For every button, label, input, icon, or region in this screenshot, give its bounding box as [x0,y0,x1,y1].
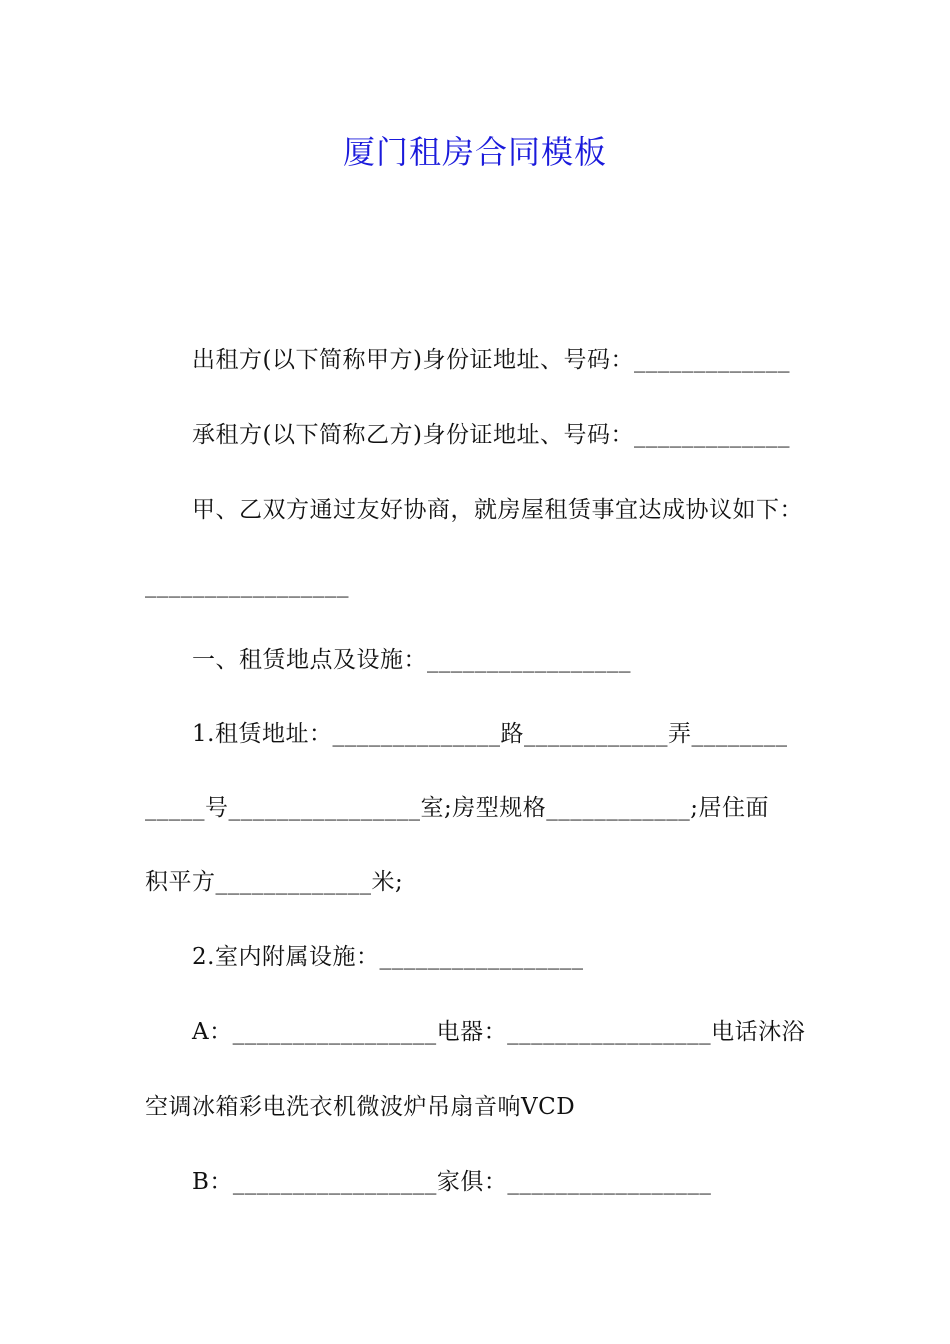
document-title: 厦门租房合同模板 [342,133,607,171]
rental-address-continued-line: _____号________________室;房型规格____________;居住面 [145,795,769,821]
agreement-intro-line: 甲、乙双方通过友好协商，就房屋租赁事宜达成协议如下： [192,497,803,523]
facilities-heading: 2.室内附属设施：_________________ [192,944,584,970]
rental-address-line: 1.租赁地址：______________路____________弄________ [192,721,788,747]
lessee-id-line: 承租方(以下简称乙方)身份证地址、号码：_____________ [192,422,790,448]
living-area-line: 积平方_____________米; [145,869,404,895]
appliances-line: A：_________________电器：_________________电话沐浴 [192,1019,806,1045]
agreement-blank-line: _________________ [145,572,349,598]
appliances-list-line: 空调冰箱彩电洗衣机微波炉吊扇音响VCD [145,1094,576,1120]
furniture-line: B：_________________家俱：_________________ [192,1169,712,1195]
lessor-id-line: 出租方(以下简称甲方)身份证地址、号码：_____________ [192,347,790,373]
section-1-heading: 一、租赁地点及设施：_________________ [192,647,631,673]
